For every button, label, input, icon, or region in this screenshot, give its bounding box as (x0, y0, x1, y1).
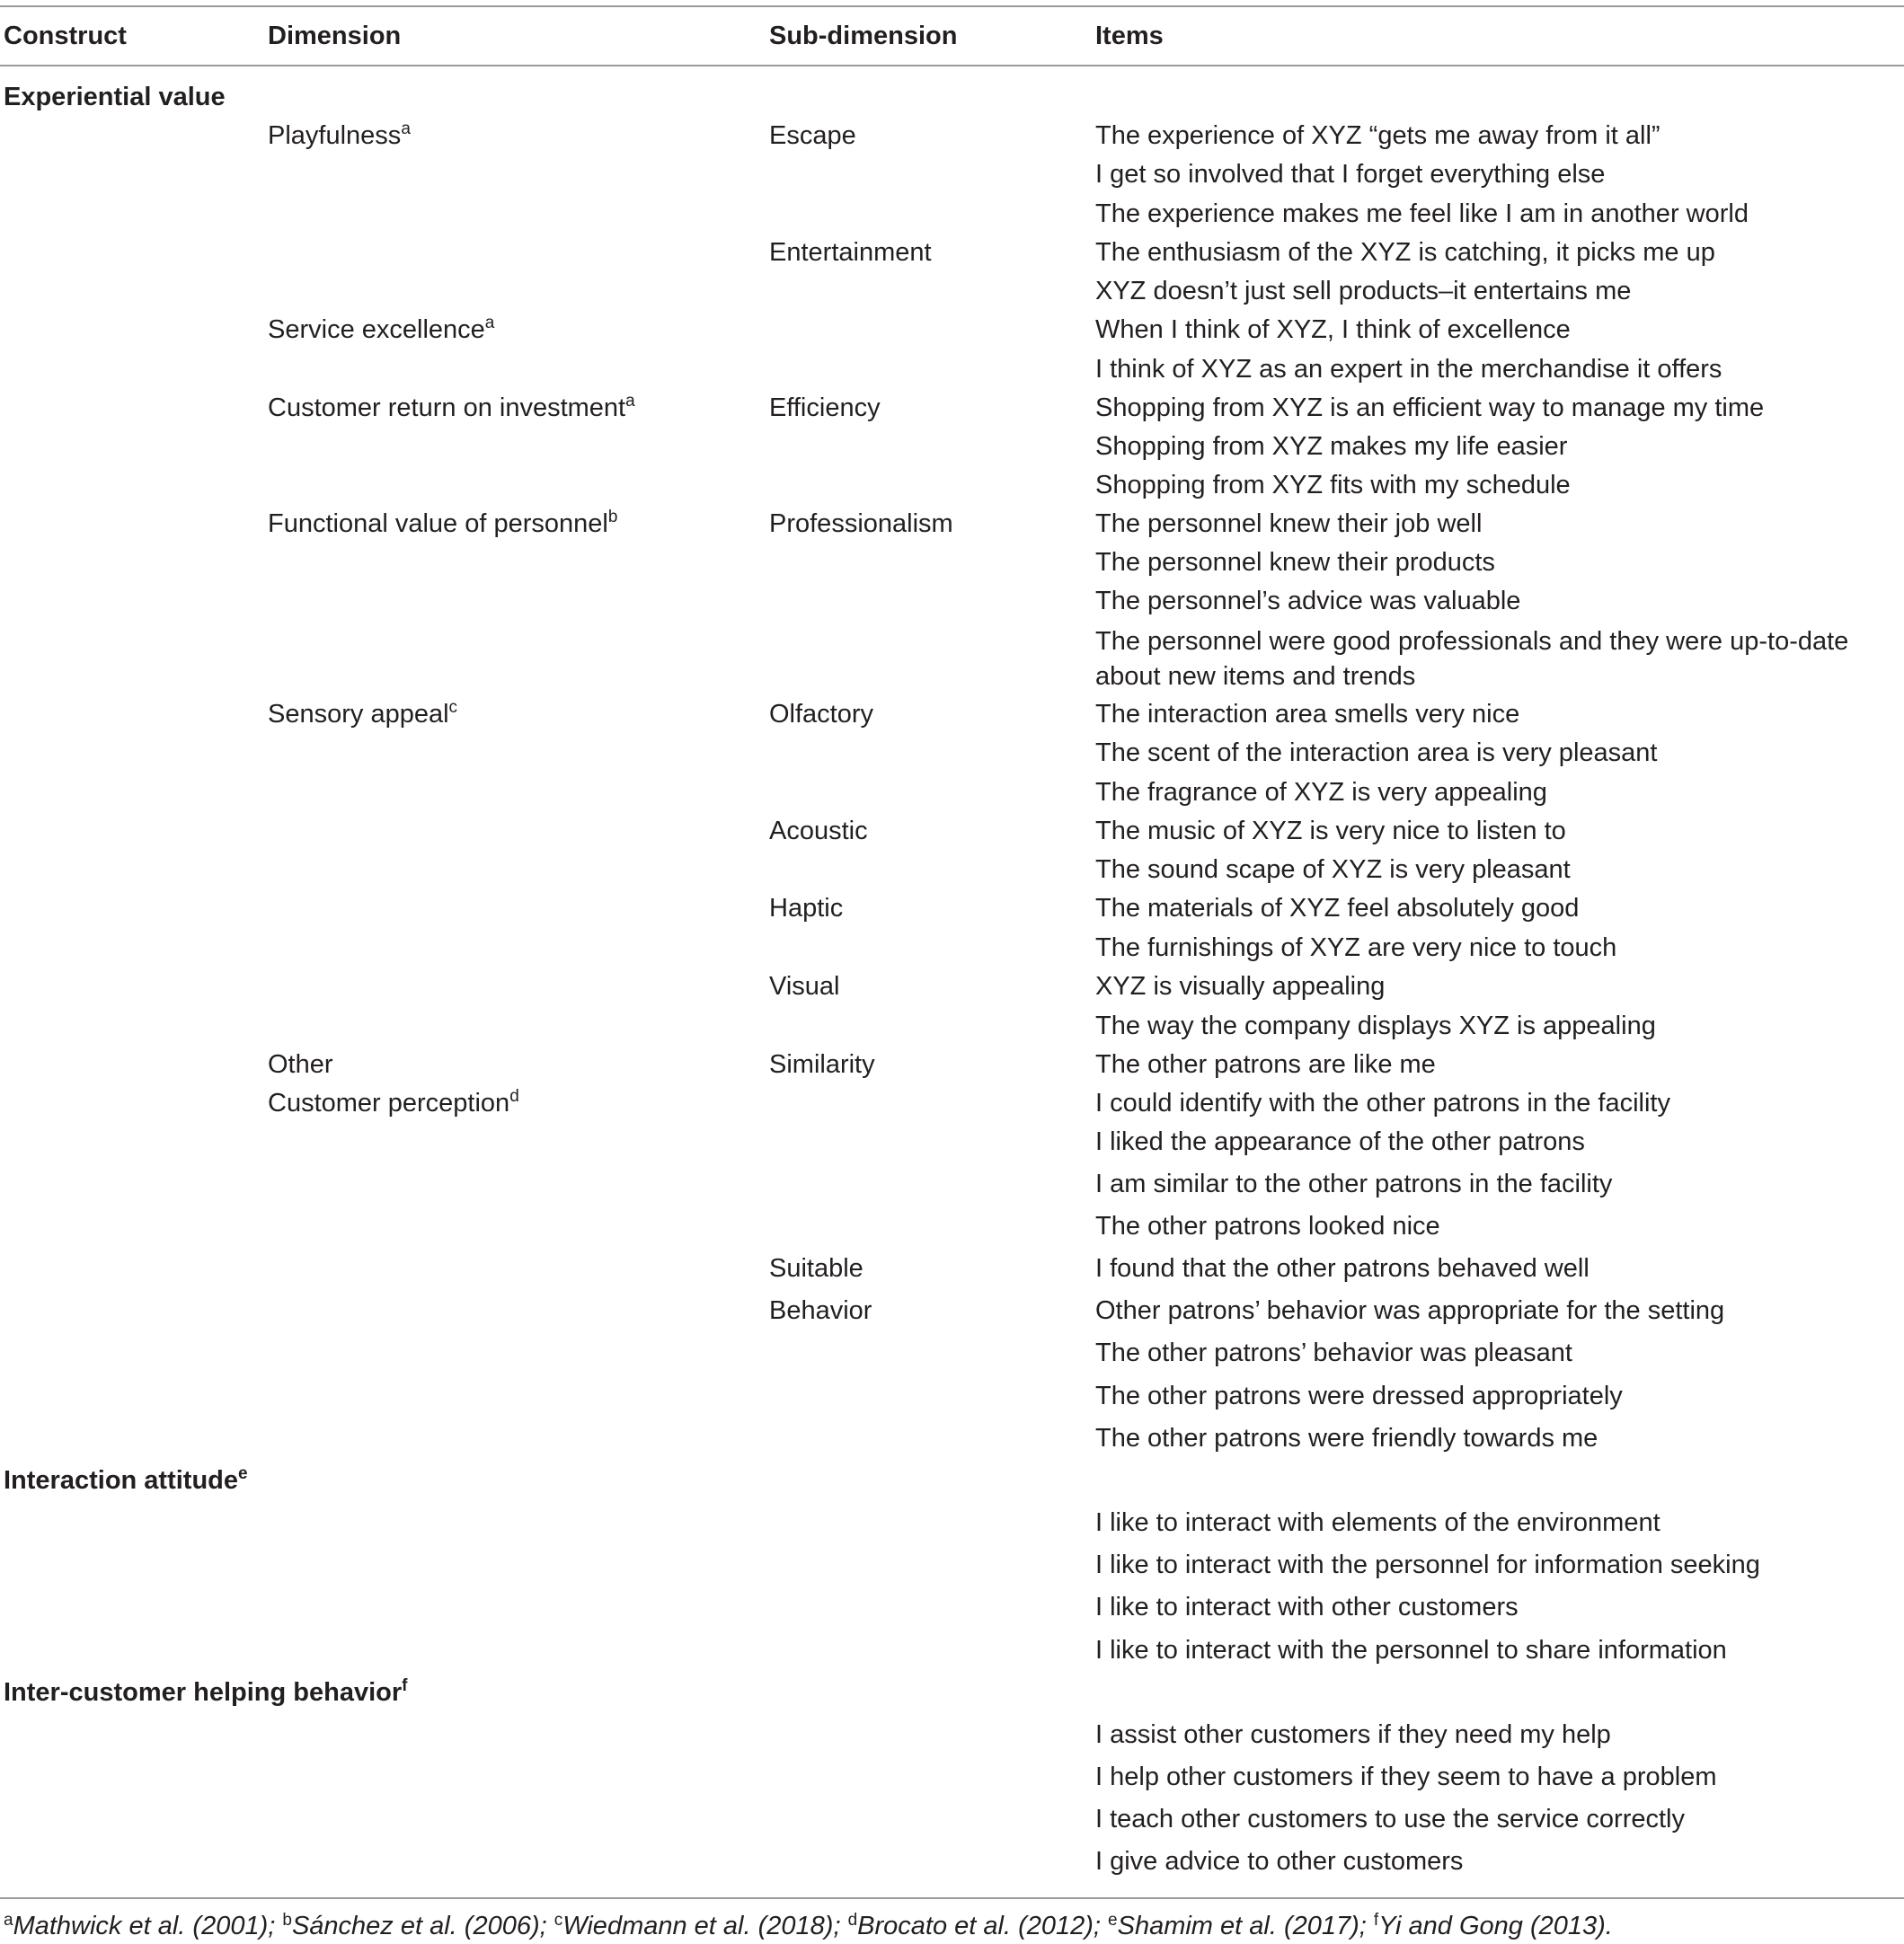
dimension-playfulness: Playfulness$^a$ (268, 119, 411, 150)
item-text: XYZ is visually appealing (1095, 972, 1386, 1001)
footnote-mark: d (847, 1911, 858, 1930)
item-text: The experience of XYZ “gets me away from it all” (1095, 121, 1660, 150)
item-text: The interaction area smells very nice (1095, 700, 1520, 729)
item-text: The music of XYZ is very nice to listen to (1095, 817, 1566, 845)
item-text: XYZ doesn’t just sell products–it entertains me (1095, 277, 1632, 305)
header-dimension: Dimension (268, 22, 402, 50)
item-text: Other patrons’ behavior was appropriate for the setting (1095, 1296, 1725, 1325)
footnote-mark: e (1108, 1911, 1118, 1930)
item-text: I teach other customers to use the service correctly (1095, 1805, 1685, 1834)
footnote-reference[interactable]: Yi and Gong (2013) (1378, 1912, 1606, 1940)
construct-experiential-value: Experiential value (4, 83, 226, 111)
dimension-other-customer-perception: Customer perception$^d$ (268, 1087, 519, 1118)
item-text: I help other customers if they seem to have a problem (1095, 1763, 1717, 1791)
item-text: I like to interact with the personnel for information seeking (1095, 1551, 1760, 1579)
footnote-mark: c (553, 1911, 563, 1930)
item-text: The materials of XYZ feel absolutely good (1095, 894, 1580, 923)
subdimension-behavior: Behavior (769, 1296, 872, 1325)
item-text: I think of XYZ as an expert in the merchandise it offers (1095, 355, 1722, 384)
item-text: The personnel knew their job well (1095, 509, 1483, 538)
dimension-sensory-appeal: Sensory appeal$^c$ (268, 698, 458, 729)
footnote-reference[interactable]: Mathwick et al. (2001) (13, 1912, 269, 1940)
item-text: The other patrons were friendly towards me (1095, 1424, 1598, 1453)
item-text: The experience makes me feel like I am in another world (1095, 199, 1749, 228)
header-items: Items (1095, 22, 1164, 50)
item-text: The scent of the interaction area is very pleasant (1095, 738, 1658, 767)
item-text: When I think of XYZ, I think of excellence (1095, 315, 1571, 344)
item-text: The personnel’s advice was valuable (1095, 587, 1521, 615)
item-text: I am similar to the other patrons in the facility (1095, 1170, 1613, 1198)
item-text: I like to interact with other customers (1095, 1593, 1519, 1621)
footnote-reference[interactable]: Wiedmann et al. (2018) (562, 1912, 834, 1940)
dimension-functional-value-personnel: Functional value of personnel$^b$ (268, 508, 618, 538)
subdimension-olfactory: Olfactory (769, 700, 874, 729)
footnote-reference[interactable]: Sánchez et al. (2006) (291, 1912, 540, 1940)
footnote-reference[interactable]: Shamim et al. (2017) (1117, 1912, 1359, 1940)
item-text: The other patrons’ behavior was pleasant (1095, 1339, 1572, 1367)
item-text: The personnel were good professionals and they were up-to-date (1095, 627, 1849, 656)
header-sub-dimension: Sub-dimension (769, 22, 958, 50)
table-footnotes: $^a$Mathwick et al. (2001); $^b$Sánchez et al. (2006); $^c$Wiedmann et al. (2018); $^d$Brocato et al. (2012); $^e$Shamim et al. (2017); $^f$Yi and Gong (2013). (4, 1911, 1613, 1940)
construct-helping-behavior: Inter-customer helping behavior$^f$ (4, 1676, 408, 1707)
item-text: The other patrons looked nice (1095, 1212, 1440, 1241)
footnote-reference[interactable]: Brocato et al. (2012) (857, 1912, 1094, 1940)
item-text: I get so involved that I forget everything else (1095, 160, 1606, 189)
footnote-mark: f (1373, 1911, 1379, 1930)
item-text: about new items and trends (1095, 662, 1416, 691)
subdimension-suitable: Suitable (769, 1254, 863, 1283)
item-text: I give advice to other customers (1095, 1847, 1464, 1876)
item-text: The furnishings of XYZ are very nice to touch (1095, 933, 1617, 962)
footnote-mark: b (282, 1911, 292, 1930)
subdimension-entertainment: Entertainment (769, 238, 932, 267)
item-text: I liked the appearance of the other patrons (1095, 1127, 1585, 1156)
header-construct: Construct (4, 22, 127, 50)
item-text: I like to interact with elements of the environment (1095, 1508, 1660, 1537)
item-text: The other patrons were dressed appropriately (1095, 1382, 1623, 1410)
item-text: I assist other customers if they need my help (1095, 1720, 1611, 1749)
item-text: I like to interact with the personnel to share information (1095, 1636, 1727, 1665)
item-text: The enthusiasm of the XYZ is catching, it picks me up (1095, 238, 1715, 267)
item-text: The personnel knew their products (1095, 548, 1495, 577)
dimension-other-line1: Other (268, 1050, 333, 1079)
subdimension-acoustic: Acoustic (769, 817, 868, 845)
item-text: I could identify with the other patrons in the facility (1095, 1089, 1670, 1118)
subdimension-haptic: Haptic (769, 894, 844, 923)
item-text: Shopping from XYZ fits with my schedule (1095, 471, 1571, 499)
item-text: I found that the other patrons behaved well (1095, 1254, 1590, 1283)
footnote-mark: a (4, 1911, 13, 1930)
dimension-customer-roi: Customer return on investment$^a$ (268, 392, 635, 422)
subdimension-visual: Visual (769, 972, 840, 1001)
item-text: The sound scape of XYZ is very pleasant (1095, 855, 1571, 884)
item-text: The fragrance of XYZ is very appealing (1095, 778, 1547, 807)
subdimension-professionalism: Professionalism (769, 509, 953, 538)
table-bottom-rule (0, 1897, 1904, 1899)
item-text: The other patrons are like me (1095, 1050, 1436, 1079)
item-text: Shopping from XYZ makes my life easier (1095, 432, 1568, 461)
item-text: Shopping from XYZ is an efficient way to manage my time (1095, 393, 1765, 422)
subdimension-escape: Escape (769, 121, 856, 150)
table-header-rule (0, 65, 1904, 66)
table-top-rule (0, 5, 1904, 7)
subdimension-efficiency: Efficiency (769, 393, 881, 422)
subdimension-similarity: Similarity (769, 1050, 875, 1079)
dimension-service-excellence: Service excellence$^a$ (268, 314, 495, 344)
item-text: The way the company displays XYZ is appealing (1095, 1012, 1656, 1040)
construct-interaction-attitude: Interaction attitude$^e$ (4, 1464, 248, 1495)
